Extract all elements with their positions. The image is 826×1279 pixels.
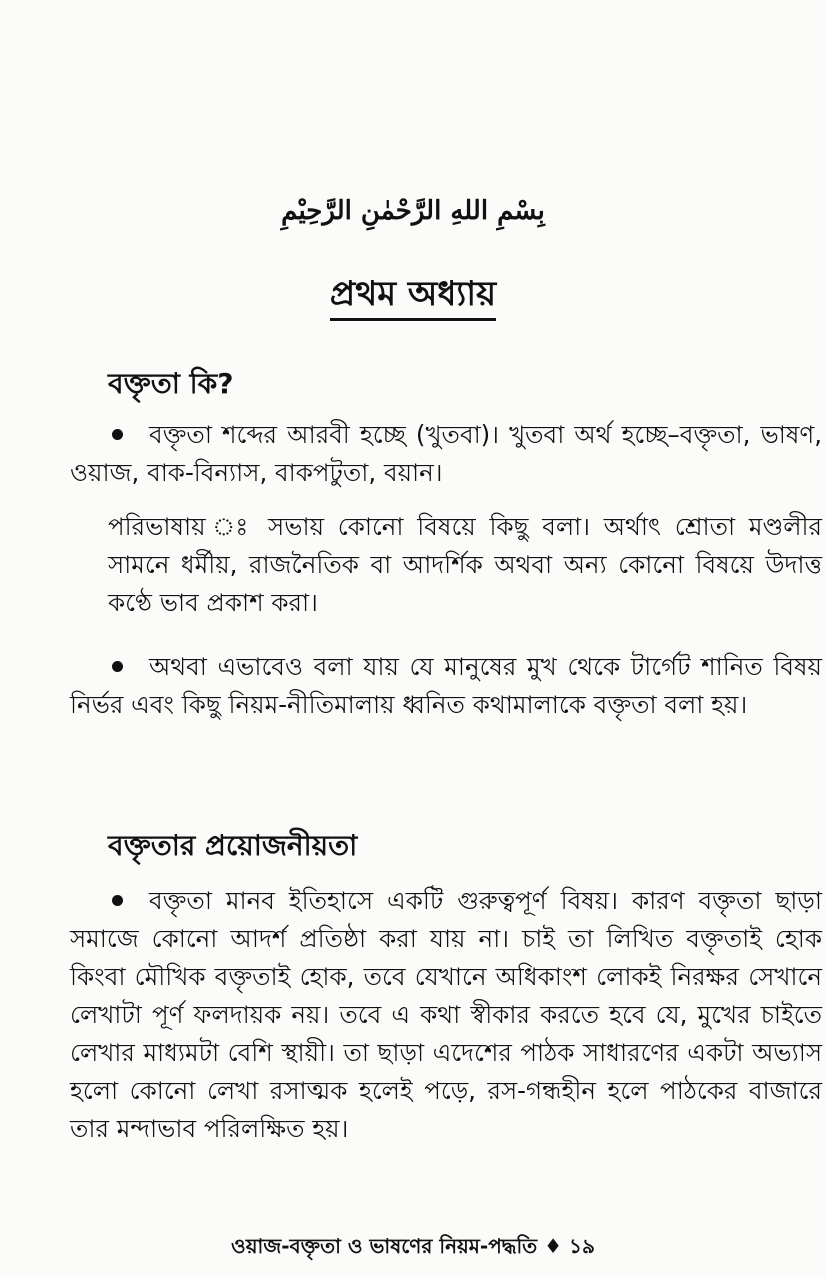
- paragraph-text: বক্তৃতা শব্দের আরবী হচ্ছে (খুতবা)। খুতবা অর্থ হচ্ছে–বক্তৃতা, ভাষণ, ওয়াজ, বাক-বিন্যাস, বাকপটুতা, বয়ান।: [70, 420, 822, 487]
- section-heading-what-is-speech: বক্তৃতা কি?: [108, 367, 234, 400]
- paragraph-alternative-definition: [70, 648, 822, 724]
- chapter-title: [0, 268, 826, 325]
- bullet-icon: [112, 429, 123, 440]
- paragraph-necessity: [70, 882, 822, 1148]
- bullet-icon: [112, 661, 123, 672]
- bismillah-calligraphy: بِسْمِ اللهِ الرَّحْمٰنِ الرَّحِيْمِ: [281, 196, 545, 226]
- paragraph-terminology: পরিভাষায় ঃ সভায় কোনো বিষয়ে কিছু বলা। অর্থাৎ শ্রোতা মণ্ডলীর সামনে ধর্মীয়, রাজনৈতিক বা আদর্শিক অথবা অন্য কোনো বিষয়ে উদাত্ত কণ্ঠে ভাব প্রকাশ করা।: [108, 512, 822, 617]
- section-heading-necessity: বক্তৃতার প্রয়োজনীয়তা: [108, 829, 358, 862]
- bullet-icon: [112, 895, 123, 906]
- page-footer: ওয়াজ-বক্তৃতা ও ভাষণের নিয়ম-পদ্ধতি ♦ ১৯: [231, 1234, 595, 1258]
- chapter-title-text: প্রথম অধ্যায়: [330, 274, 496, 321]
- paragraph-text: অথবা এভাবেও বলা যায় যে মানুষের মুখ থেকে টার্গেট শানিত বিষয় নির্ভর এবং কিছু নিয়ম-নীতিমালায় ধ্বনিত কথামালাকে বক্তৃতা বলা হয়।: [70, 652, 822, 719]
- paragraph-text: বক্তৃতা মানব ইতিহাসে একটি গুরুত্বপূর্ণ বিষয়। কারণ বক্তৃতা ছাড়া সমাজে কোনো আদর্শ প্রতিষ্ঠা করা যায় না। চাই তা লিখিত বক্তৃতাই হোক কিংবা মৌখিক বক্তৃতাই হোক, তবে যেখানে অধিকাংশ লোকই নিরক্ষর সেখানে লেখাটা পূর্ণ ফলদায়ক নয়। তবে এ কথা স্বীকার করতে হবে যে, মুখের চাইতে লেখার মাধ্যমটা বেশি স্থায়ী। তা ছাড়া এদেশের পাঠক সাধারণের একটা অভ্যাস হলো কোনো লেখা রসাত্মক হলেই পড়ে, রস-গন্ধহীন হলে পাঠকের বাজারে তার মন্দাভাব পরিলক্ষিত হয়।: [70, 886, 822, 1143]
- paragraph-definition: [70, 416, 822, 492]
